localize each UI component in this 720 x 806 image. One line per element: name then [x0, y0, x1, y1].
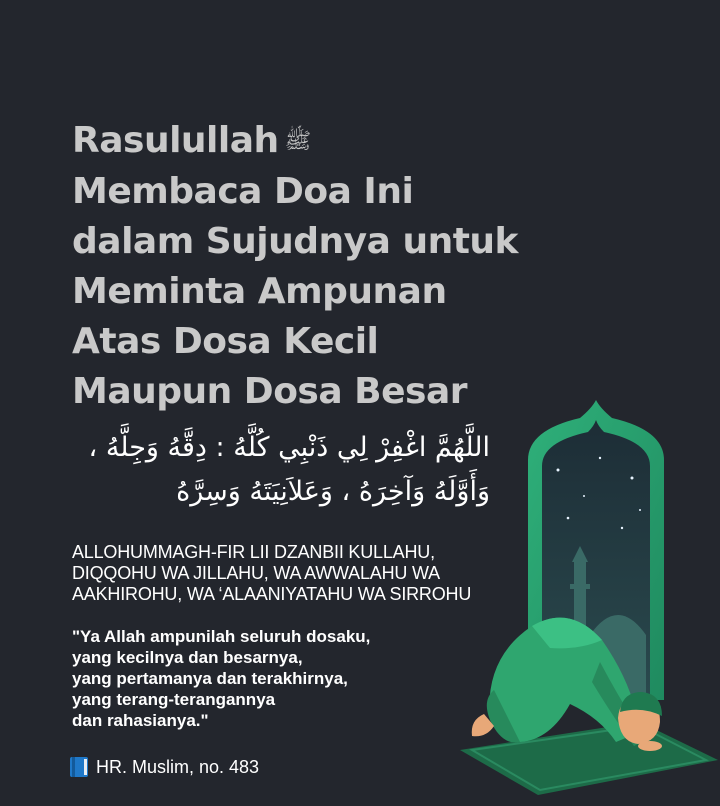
praying-man-illustration: [450, 400, 720, 806]
translation-line-5: dan rahasianya.": [72, 711, 209, 730]
arabic-line-2: وَأَوَّلَهُ وَآخِرَهُ ، وَعَلاَنِيَتَهُ وَسِرَّهُ: [176, 476, 490, 507]
translation-line-1: "Ya Allah ampunilah seluruh dosaku,: [72, 627, 371, 646]
transliteration: [72, 542, 471, 605]
title-line-3: dalam Sujudnya untuk: [72, 221, 518, 262]
book-icon: [70, 757, 88, 777]
page-title: [72, 116, 518, 417]
transliteration-line-2: DIQQOHU WA JILLAHU, WA AWWALAHU WA: [72, 563, 440, 583]
honorific-glyph: ﷺ: [284, 129, 312, 154]
title-line-5: Atas Dosa Kecil: [72, 321, 379, 362]
transliteration-line-3: AAKHIROHU, WA ‘ALAANIYATAHU WA SIRROHU: [72, 584, 472, 604]
transliteration-line-1: ALLOHUMMAGH-FIR LII DZANBII KULLAHU,: [72, 542, 435, 562]
title-line-2: Membaca Doa Ini: [72, 171, 414, 212]
title-line-4: Meminta Ampunan: [72, 271, 447, 312]
translation-line-3: yang pertamanya dan terakhirnya,: [72, 669, 348, 688]
translation: [72, 626, 370, 731]
source-text: HR. Muslim, no. 483: [96, 757, 260, 777]
title-text: Rasulullah: [72, 120, 279, 161]
translation-line-2: yang kecilnya dan besarnya,: [72, 648, 303, 667]
title-line-1: [72, 116, 518, 167]
hadith-source: [70, 755, 259, 779]
arabic-line-1: اللَّهُمَّ اغْفِرْ لِي ذَنْبِي كُلَّهُ : دِقَّهُ وَجِلَّهُ ،: [88, 432, 490, 463]
title-line-6: Maupun Dosa Besar: [72, 371, 468, 412]
translation-line-4: yang terang-terangannya: [72, 690, 276, 709]
arabic-prayer: [30, 426, 490, 514]
